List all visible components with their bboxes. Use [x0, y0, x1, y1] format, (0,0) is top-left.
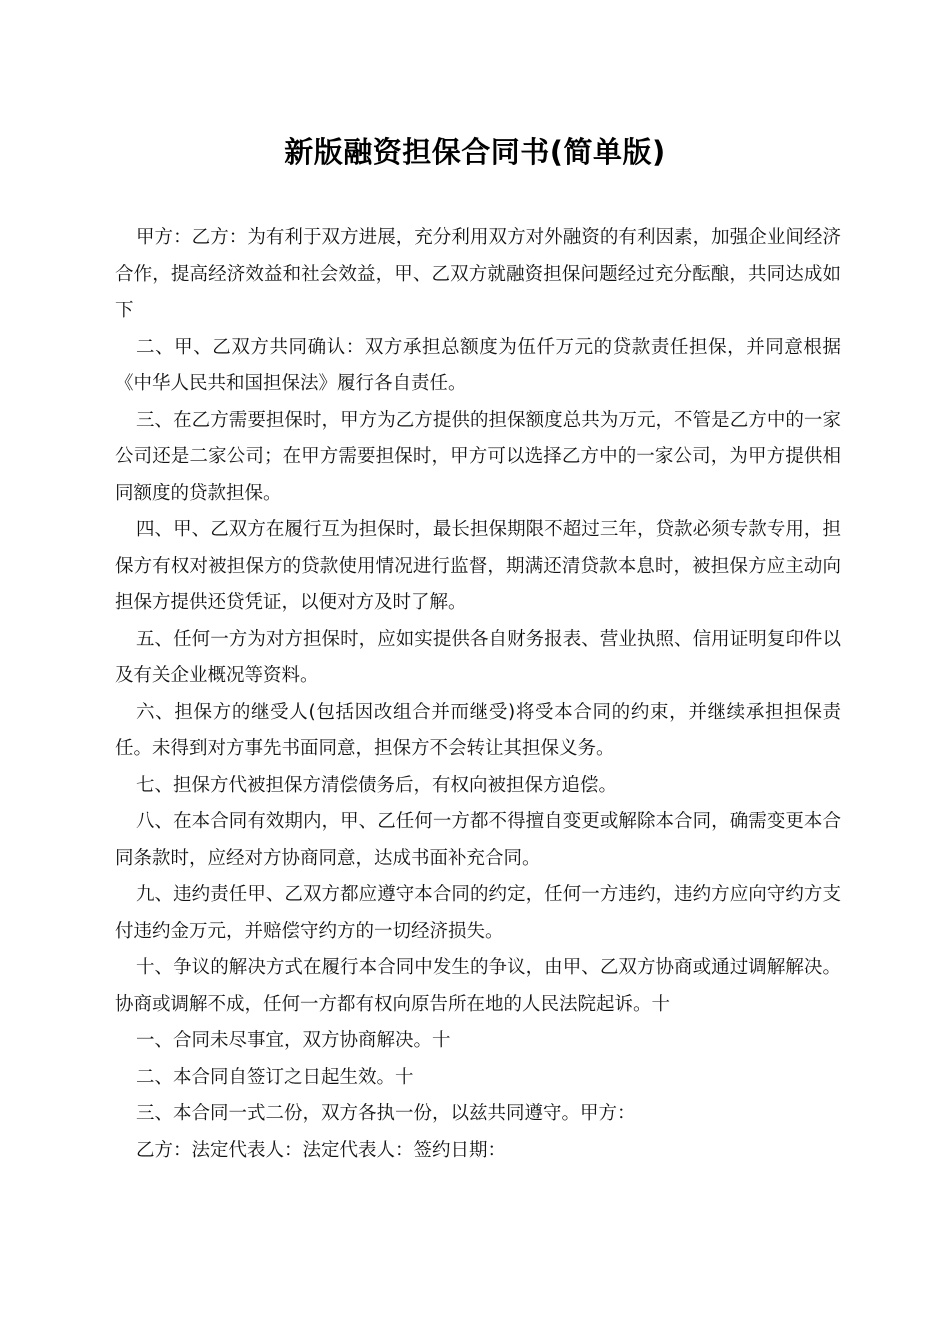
paragraph-clause-11: 一、合同未尽事宜，双方协商解决。十	[136, 1030, 451, 1051]
paragraph-clause-6: 六、担保方的继受人(包括因改组合并而继受)将受本合同的约束，并继续承担担保责任。未得到对方事先书面同意，担保方不会转让其担保义务。	[115, 701, 841, 759]
paragraph-clause-4: 四、甲、乙双方在履行互为担保时，最长担保期限不超过三年，贷款必须专款专用，担保方有权对被担保方的贷款使用情况进行监督，期满还清贷款本息时，被担保方应主动向担保方提供还贷凭证，以便对方及时了解。	[115, 519, 841, 613]
paragraph-clause-9: 九、违约责任甲、乙双方都应遵守本合同的约定，任何一方违约，违约方应向守约方支付违约金万元，并赔偿守约方的一切经济损失。	[115, 884, 841, 942]
paragraph-clause-5: 五、任何一方为对方担保时，应如实提供各自财务报表、营业执照、信用证明复印件以及有关企业概况等资料。	[115, 628, 841, 686]
paragraph-clause-3: 三、在乙方需要担保时，甲方为乙方提供的担保额度总共为万元，不管是乙方中的一家公司还是二家公司；在甲方需要担保时，甲方可以选择乙方中的一家公司，为甲方提供相同额度的贷款担保。	[115, 409, 841, 504]
paragraph-clause-12: 二、本合同自签订之日起生效。十	[136, 1066, 414, 1088]
paragraph-preamble: 甲方：乙方：为有利于双方进展，充分利用双方对外融资的有利因素，加强企业间经济合作，提高经济效益和社会效益，甲、乙双方就融资担保问题经过充分酝酿，共同达成如下	[115, 227, 841, 321]
paragraph-clause-2: 二、甲、乙双方共同确认：双方承担总额度为伍仟万元的贷款责任担保，并同意根据《中华人民共和国担保法》履行各自责任。	[115, 336, 841, 394]
paragraph-signature: 乙方：法定代表人：法定代表人：签约日期：	[136, 1139, 507, 1161]
paragraph-clause-10: 十、争议的解决方式在履行本合同中发生的争议，由甲、乙双方协商或通过调解解决。协商或调解不成，任何一方都有权向原告所在地的人民法院起诉。十	[115, 957, 841, 1015]
paragraph-clause-8: 八、在本合同有效期内，甲、乙任何一方都不得擅自变更或解除本合同，确需变更本合同条款时，应经对方协商同意，达成书面补充合同。	[115, 811, 841, 869]
paragraph-clause-7: 七、担保方代被担保方清偿债务后，有权向被担保方追偿。	[136, 774, 618, 796]
document-title: 新版融资担保合同书(简单版)	[284, 135, 666, 169]
document-body	[115, 220, 841, 1169]
paragraph-clause-13: 三、本合同一式二份，双方各执一份，以兹共同遵守。甲方：	[136, 1103, 636, 1124]
